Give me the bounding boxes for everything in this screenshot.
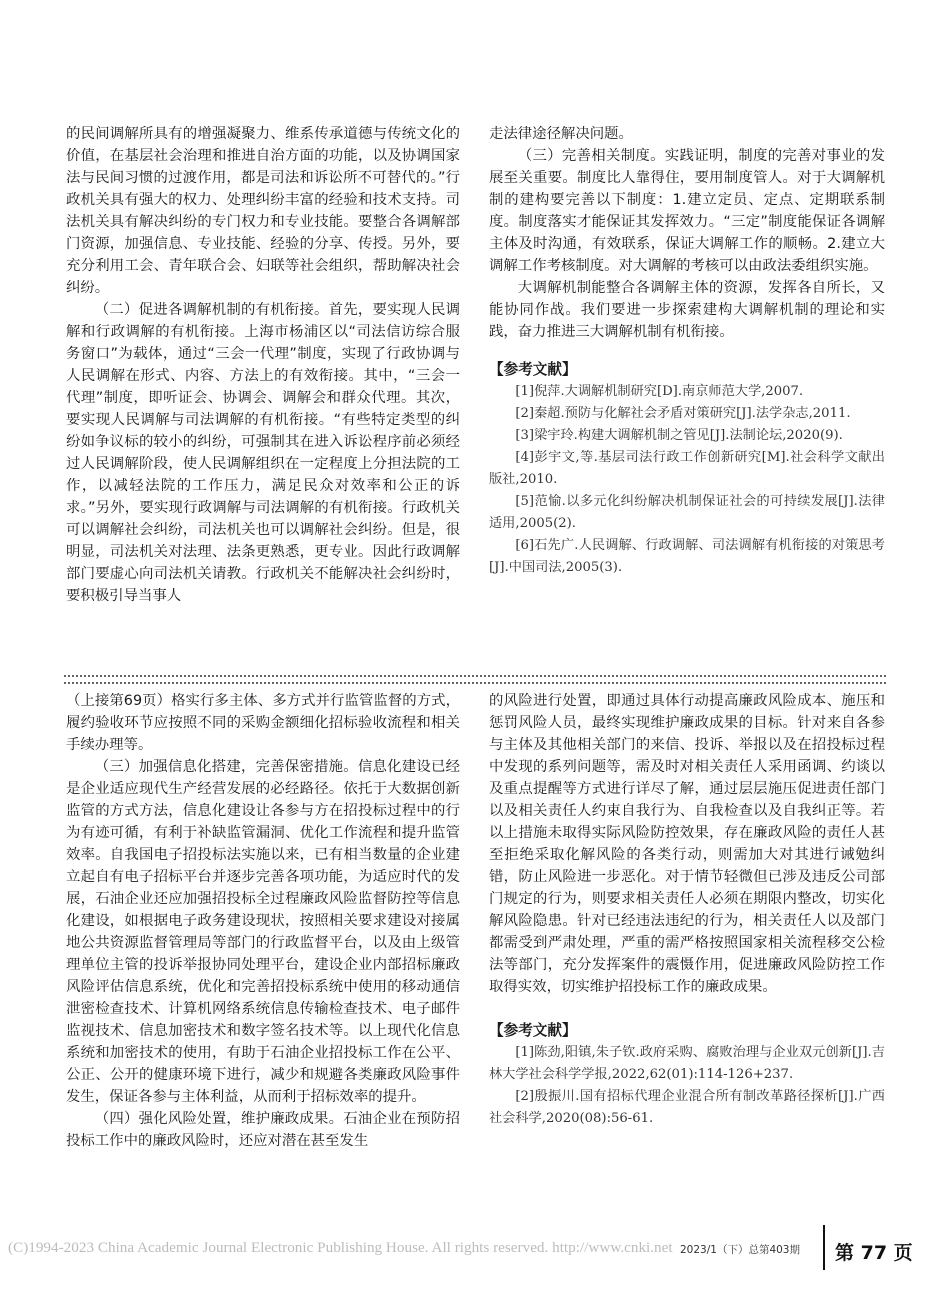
- footer-separator: [823, 1225, 825, 1270]
- paragraph: 的风险进行处置，即通过具体行动提高廉政风险成本、施压和惩罚风险人员，最终实现维护廉政成果的目标。针对来自各参与主体及其他相关部门的来信、投诉、举报以及在招投标过程中发现的系列问题等，需及时对相关责任人采用函调、约谈以及重点提醒等方式进行详尽了解，通过层层施压促进责任部门以及相关责任人约束自我行为、自我检查以及自我纠正等。若以上措施未取得实际风险防控效果，存在廉政风险的责任人甚至拒绝采取化解风险的各类行动，则需加大对其进行诫勉纠错，防止风险进一步恶化。对于情节轻微但已涉及违反公司部门规定的行为，则要求相关责任人必须在期限内整改，切实化解风险隐患。针对已经违法违纪的行为，相关责任人以及部门都需受到严肃处理，严重的需严格按照国家相关流程移交公检法等部门，充分发挥案件的震慑作用，促进廉政风险防控工作取得实效，切实维护招投标工作的廉政成果。: [489, 693, 885, 995]
- section-heading: （三）加强信息化搭建，完善保密措施。: [94, 759, 358, 775]
- paragraph: （上接第69页）格实行多主体、多方式并行监管监督的方式，履约验收环节应按照不同的采购金额细化招标验收流程和相关手续办理等。: [66, 693, 460, 753]
- bottom-right-column: [489, 690, 885, 1130]
- paragraph-body: 实践证明，制度的完善对事业的发展至关重要。制度比人靠得住，要用制度管人。对于大调解机制的建构要完善以下制度：1.建立定员、定点、定期联系制度。制度落实才能保证其发挥效力。“三定”制度能保证各调解主体及时沟通，有效联系，保证大调解工作的顺畅。2.建立大调解工作考核制度。对大调解的考核可以由政法委组织实施。: [489, 148, 885, 274]
- reference-item: [3]梁宇玲.构建大调解机制之管见[J].法制论坛,2020(9).: [515, 428, 843, 443]
- paragraph-body: 信息化建设已经是企业适应现代生产经营发展的必经路径。依托于大数据创新监管的方式方法，信息化建设让各参与方在招投标过程中的行为有迹可循，有利于补缺监管漏洞、优化工作流程和提升监管效率。自我国电子招投标法实施以来，已有相当数量的企业建立起自有电子招标平台并逐步完善各项功能，为适应时代的发展，石油企业还应加强招投标全过程廉政风险监督防控等信息化建设，如根据电子政务建设现状，按照相关要求建设对接属地公共资源监督管理局等部门的行政监督平台，以及由上级管理单位主管的投诉举报协同处理平台，建设企业内部招标廉政风险评估信息系统，优化和完善招投标系统中使用的移动通信泄密检查技术、计算机网络系统信息传输检查技术、电子邮件监视技术、信息加密技术和数字签名技术等。以上现代化信息系统和加密技术的使用，有助于石油企业招投标工作在公平、公正、公开的健康环境下进行，减少和规避各类廉政风险事件发生，保证各参与主体利益，从而利于招标效率的提升。: [66, 759, 460, 1105]
- issue-info: 2023/1（下）总第403期: [680, 1244, 800, 1256]
- reference-item: [6]石先广.人民调解、行政调解、司法调解有机衔接的对策思考[J].中国司法,2005(3).: [489, 538, 885, 575]
- paragraph: 的民间调解所具有的增强凝聚力、维系传承道德与传统文化的价值，在基层社会治理和推进自治方面的功能，以及协调国家法与民间习惯的过渡作用，都是司法和诉讼所不可替代的。”行政机关具有强大的权力、处理纠纷丰富的经验和技术支持。司法机关具有解决纠纷的专门权力和专业技能。要整合各调解部门资源，加强信息、专业技能、经验的分享、传授。另外，要充分利用工会、青年联合会、妇联等社会组织，帮助解决社会纠纷。: [66, 126, 460, 296]
- paragraph: [66, 756, 460, 1108]
- references-title: 【参考文献】: [489, 361, 577, 378]
- reference-item: [2]殷振川.国有招标代理企业混合所有制改革路径探析[J].广西社会科学,2020(08):56-61.: [489, 1089, 885, 1126]
- top-right-column: [489, 123, 885, 579]
- paragraph-body: 首先，要实现人民调解和行政调解的有机衔接。上海市杨浦区以“司法信访综合服务窗口”为载体，通过“三会一代理”制度，实现了行政协调与人民调解在形式、内容、方法上的有效衔接。其中，“三会一代理”制度，即听证会、协调会、调解会和群众代理。其次，要实现人民调解与司法调解的有机衔接。“有些特定类型的纠纷如争议标的较小的纠纷，可强制其在进入诉讼程序前必须经过人民调解阶段，使人民调解组织在一定程度上分担法院的工作，以减轻法院的工作压力，满足民众对效率和公正的诉求。”另外，要实现行政调解与司法调解的有机衔接。行政机关可以调解社会纠纷，司法机关也可以调解社会纠纷。但是，很明显，司法机关对法理、法条更熟悉，更专业。因此行政调解部门要虚心向司法机关请教。行政机关不能解决社会纠纷时，要积极引导当事人: [66, 302, 460, 604]
- section-heading: （三）完善相关制度。: [517, 148, 665, 164]
- article-divider: [64, 675, 886, 684]
- reference-item: [1]陈劲,阳镇,朱子钦.政府采购、腐败治理与企业双元创新[J].吉林大学社会科学学报,2022,62(01):114-126+237.: [489, 1045, 885, 1082]
- bottom-left-column: [66, 690, 460, 1152]
- copyright-watermark: (C)1994-2023 China Academic Journal Electronic Publishing House. All rights reserved. http://www.cnki.net: [8, 1239, 673, 1256]
- references-title: 【参考文献】: [489, 1022, 577, 1039]
- page-number: 第 77 页: [835, 1242, 913, 1264]
- reference-item: [5]范愉.以多元化纠纷解决机制保证社会的可持续发展[J].法律适用,2005(2).: [489, 494, 885, 531]
- paragraph: 走法律途径解决问题。: [489, 126, 633, 142]
- reference-item: [2]秦超.预防与化解社会矛盾对策研究[J].法学杂志,2011.: [515, 406, 851, 421]
- reference-item: [1]倪萍.大调解机制研究[D].南京师范大学,2007.: [515, 384, 804, 399]
- paragraph: [489, 145, 885, 277]
- paragraph: [66, 1108, 460, 1152]
- paragraph: [66, 299, 460, 607]
- reference-item: [4]彭宇文,等.基层司法行政工作创新研究[M].社会科学文献出版社,2010.: [489, 450, 885, 487]
- top-left-column: [66, 123, 460, 607]
- section-heading: （四）强化风险处置，维护廉政成果。: [94, 1111, 344, 1127]
- section-heading: （二）促进各调解机制的有机衔接。: [94, 302, 329, 318]
- paragraph-body: 石油企业在预防招投标工作中的廉政风险时，还应对潜在甚至发生: [66, 1111, 460, 1149]
- paragraph: 大调解机制能整合各调解主体的资源，发挥各自所长，又能协同作战。我们要进一步探索建构大调解机制的理论和实践，奋力推进三大调解机制有机衔接。: [489, 280, 885, 340]
